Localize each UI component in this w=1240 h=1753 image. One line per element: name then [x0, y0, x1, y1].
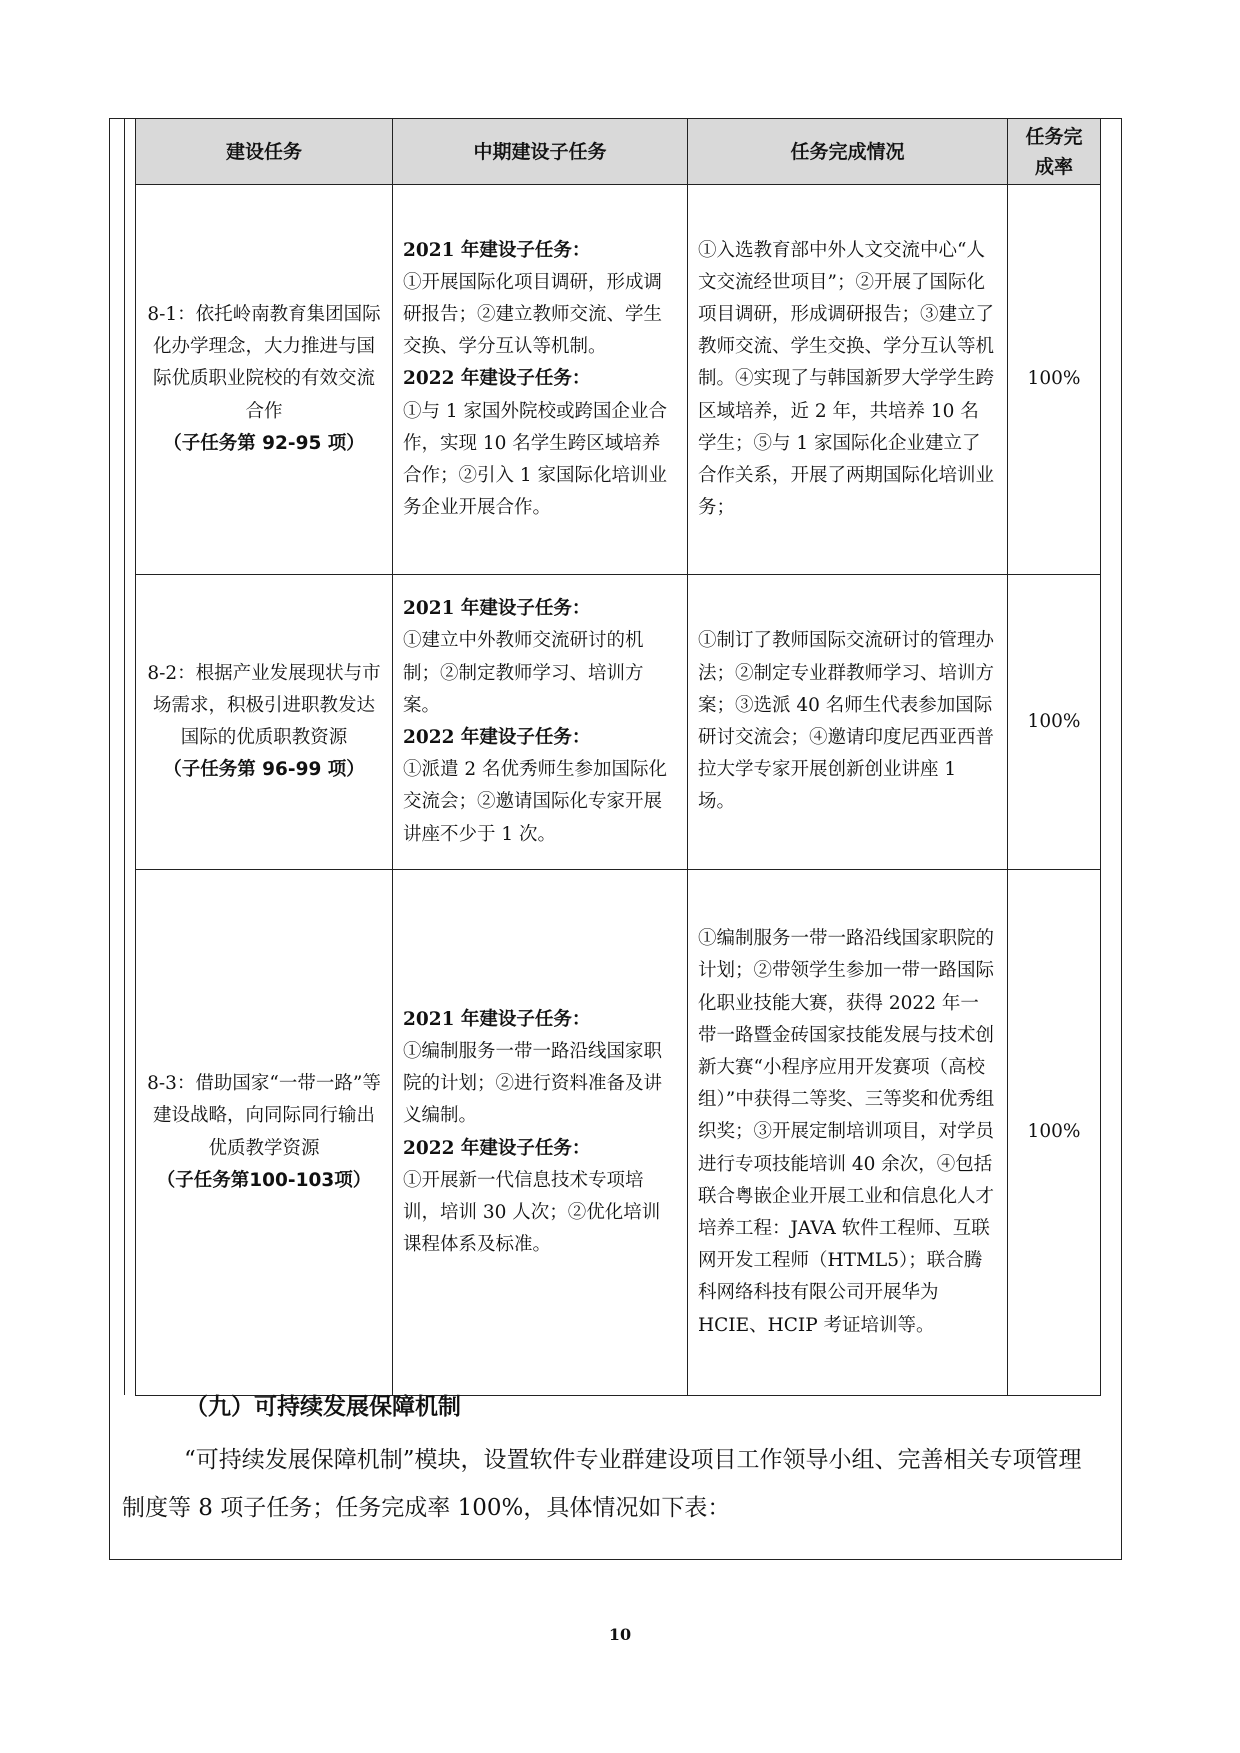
year-2021-heading: 2021 年建设子任务：: [403, 598, 591, 620]
header-task: 建设任务: [136, 119, 393, 185]
subtask-cell: [393, 870, 688, 1396]
section-heading: （九）可持续发展保障机制: [185, 1394, 461, 1420]
task-text: 8-1：依托岭南教育集团国际化办学理念，大力推进与国际优质职业院校的有效交流合作: [147, 303, 381, 422]
task-cell: [136, 185, 393, 575]
subtask-cell: [393, 575, 688, 870]
status-cell: ①入选教育部中外人文交流中心“人文交流经世项目”；②开展了国际化项目调研，形成调研报告；③建立了教师交流、学生交换、学分互认等机制。④实现了与韩国新罗大学学生跨区域培养，近 2 年，共培养 10 名学生；⑤与 1 家国际化企业建立了合作关系，开展了两期国际化培训业务；: [688, 185, 1008, 575]
task-ref: （子任务第 96-99 项）: [163, 759, 365, 781]
header-rate: [1008, 119, 1101, 185]
status-cell: ①编制服务一带一路沿线国家职院的计划；②带领学生参加一带一路国际化职业技能大赛，获得 2022 年一带一路暨金砖国家技能发展与技术创新大赛“小程序应用开发赛项（高校组）”中获得二等奖、三等奖和优秀组织奖；③开展定制培训项目，对学员进行专项技能培训 40 余次，④包括联合粤嵌企业开展工业和信息化人才培养工程：JAVA 软件工程师、互联网开发工程师（HTML5）；联合腾科网络科技有限公司开展华为 HCIE、HCIP 考证培训等。: [688, 870, 1008, 1396]
year-2021-text: ①建立中外教师交流研讨的机制；②制定教师学习、培训方案。: [403, 630, 644, 716]
section-paragraph: “可持续发展保障机制”模块，设置软件专业群建设项目工作领导小组、完善相关专项管理制度等 8 项子任务；任务完成率 100%，具体情况如下表：: [122, 1447, 1082, 1521]
task-cell: [136, 870, 393, 1396]
year-2022-text: ①派遣 2 名优秀师生参加国际化交流会；②邀请国际化专家开展讲座不少于 1 次。: [403, 759, 668, 845]
year-2022-text: ①与 1 家国外院校或跨国企业合作，实现 10 名学生跨区域培养合作；②引入 1 家国际化培训业务企业开展合作。: [403, 400, 668, 519]
year-2021-text: ①编制服务一带一路沿线国家职院的计划；②进行资料准备及讲义编制。: [403, 1040, 663, 1127]
header-subtask: 中期建设子任务: [393, 119, 688, 185]
year-2021-text: ①开展国际化项目调研，形成调研报告；②建立教师交流、学生交换、学分互认等机制。: [403, 271, 663, 358]
table-header-row: [136, 119, 1101, 185]
year-2022-heading: 2022 年建设子任务：: [403, 368, 591, 390]
year-2022-heading: 2022 年建设子任务：: [403, 1137, 591, 1159]
task-text: 8-3：借助国家“一带一路”等建设战略，向同际同行输出优质教学资源: [147, 1073, 381, 1159]
table-row: [136, 185, 1101, 575]
rate-cell: 100%: [1008, 185, 1101, 575]
task-ref: （子任务第100-103项）: [156, 1169, 372, 1191]
rate-cell: 100%: [1008, 870, 1101, 1396]
task-text: 8-2：根据产业发展现状与市场需求，积极引进职教发达国际的优质职教资源: [147, 662, 381, 748]
frame-inner-line: [124, 118, 125, 1395]
year-2021-heading: 2021 年建设子任务：: [403, 239, 591, 261]
task-cell: [136, 575, 393, 870]
task-ref: （子任务第 92-95 项）: [163, 432, 365, 454]
year-2021-heading: 2021 年建设子任务：: [403, 1008, 591, 1030]
rate-cell: 100%: [1008, 575, 1101, 870]
year-2022-text: ①开展新一代信息技术专项培训，培训 30 人次；②优化培训课程体系及标准。: [403, 1169, 661, 1256]
page-number: 10: [608, 1625, 632, 1644]
table-row: [136, 870, 1101, 1396]
table-row: [136, 575, 1101, 870]
subtask-cell: [393, 185, 688, 575]
header-rate-line1: 任务完: [1025, 125, 1083, 148]
task-table: [135, 118, 1101, 1396]
header-status: 任务完成情况: [688, 119, 1008, 185]
header-rate-line2: 成率: [1034, 155, 1073, 178]
year-2022-heading: 2022 年建设子任务：: [403, 727, 591, 748]
status-cell: ①制订了教师国际交流研讨的管理办法；②制定专业群教师学习、培训方案；③选派 40 名师生代表参加国际研讨交流会；④邀请印度尼西亚西普拉大学专家开展创新创业讲座 1 场。: [688, 575, 1008, 870]
